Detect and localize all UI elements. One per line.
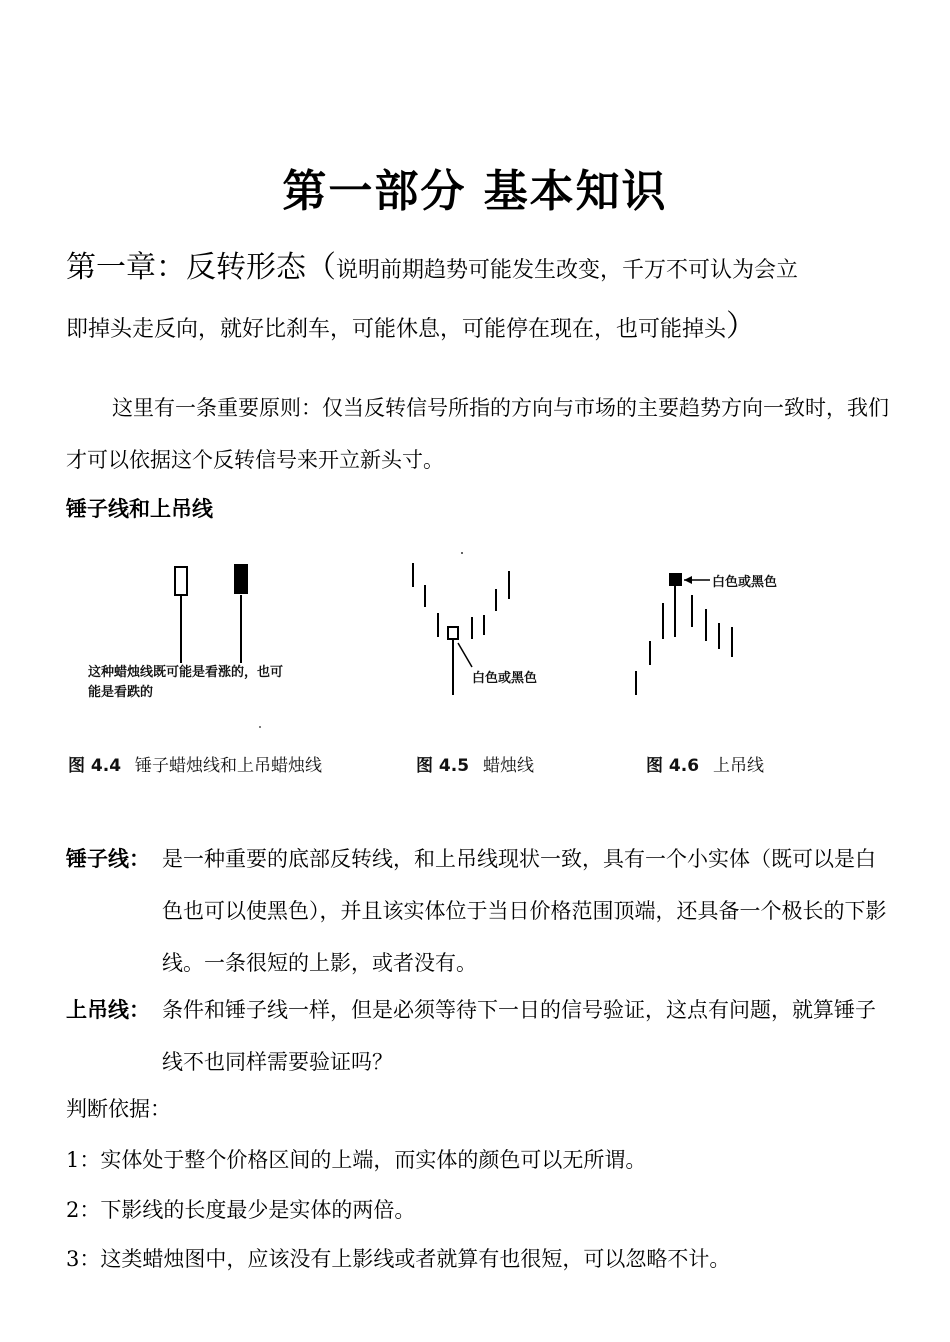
figure-4-5-caption: [416, 751, 534, 776]
black-candle-body: [235, 565, 247, 593]
close-paren: ）: [726, 309, 757, 344]
chapter-note-line2: 即掉头走反向，就好比刹车，可能休息，可能停在现在，也可能掉头: [66, 317, 727, 342]
white-candle-body: [175, 567, 187, 595]
caption-number: 图 4.4: [68, 756, 122, 776]
figure-4-4-note-line2: 能是看跌的: [88, 685, 154, 700]
caption-text: 蜡烛线: [483, 756, 535, 776]
definition-term: 锤子线：: [66, 847, 150, 871]
part-title: 第一部分 基本知识: [282, 166, 668, 217]
definition-term: 上吊线：: [66, 998, 150, 1022]
chapter-heading-block: [66, 240, 896, 358]
candlestick-figures: [60, 545, 820, 785]
figure-4-5-label: 白色或黑色: [472, 671, 538, 686]
hammer-body: [448, 627, 458, 639]
criteria-item: 1：实体处于整个价格区间的上端，而实体的颜色可以无所谓。: [66, 1148, 647, 1172]
chapter-note-line1: 说明前期趋势可能发生改变，千万不可认为会立: [336, 258, 799, 283]
figure-4-6-caption: [646, 751, 764, 776]
criteria-item: 3：这类蜡烛图中，应该没有上影线或者就算有也很短，可以忽略不计。: [66, 1247, 731, 1271]
figure-4-4-caption: [68, 751, 322, 776]
principle-paragraph: 这里有一条重要原则：仅当反转信号所指的方向与市场的主要趋势方向一致时，我们才可以依据这个反转信号来开立新头寸。: [66, 396, 889, 472]
definition-hammer: [66, 833, 892, 989]
caption-number: 图 4.5: [416, 756, 470, 776]
definition-text: 是一种重要的底部反转线，和上吊线现状一致，具有一个小实体（既可以是白色也可以使黑色），并且该实体位于当日价格范围顶端，还具备一个极长的下影线。一条很短的上影，或者没有。: [162, 847, 887, 975]
open-paren: （: [306, 250, 336, 285]
figure-4-6-label: 白色或黑色: [712, 575, 778, 590]
hanging-man-body: [670, 574, 681, 585]
figure-4-4-note: [88, 663, 283, 703]
criteria-title: 判断依据：: [66, 1097, 171, 1121]
caption-text: 上吊线: [713, 756, 765, 776]
figure-4-4-note-line1: 这种蜡烛线既可能是看涨的，也可: [88, 665, 284, 680]
definition-hanging-man: [66, 984, 892, 1088]
section-title: 锤子线和上吊线: [66, 497, 213, 521]
figure-4-4-candles: [175, 565, 247, 663]
caption-text: 锤子蜡烛线和上吊蜡烛线: [135, 756, 323, 776]
caption-number: 图 4.6: [646, 756, 700, 776]
chapter-title: 第一章：反转形态: [66, 250, 306, 285]
criteria-item: 2：下影线的长度最少是实体的两倍。: [66, 1198, 416, 1222]
definition-text: 条件和锤子线一样，但是必须等待下一日的信号验证，这点有问题，就算锤子线不也同样需要验证吗？: [162, 998, 876, 1074]
